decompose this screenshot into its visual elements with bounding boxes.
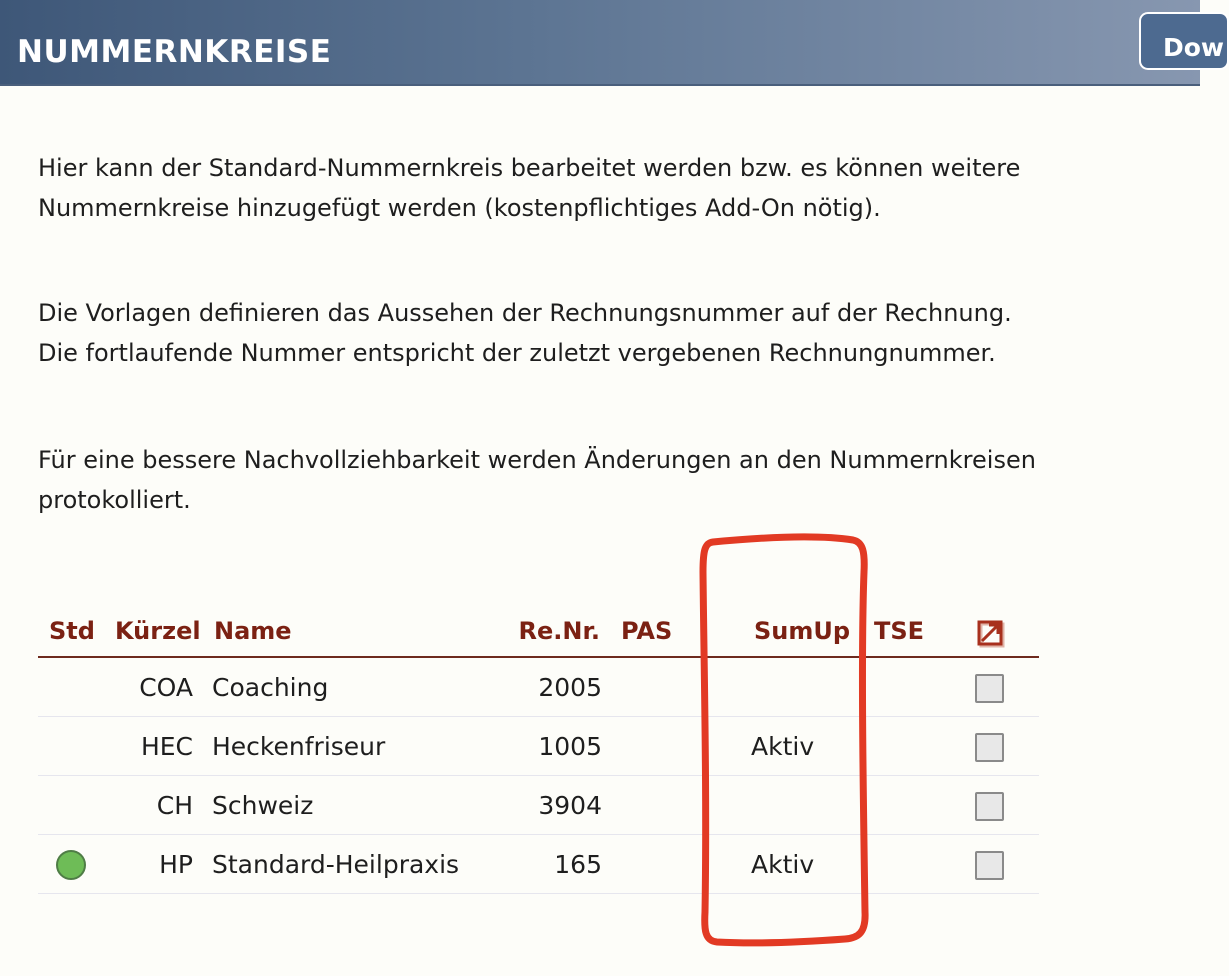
cell-name[interactable]: Standard-Heilpraxis	[212, 850, 460, 879]
cell-name[interactable]: Heckenfriseur	[212, 732, 386, 761]
intro-paragraph-edit: Hier kann der Standard-Nummernkreis bearbeitet werden bzw. es können weitere Nummernkreise hinzugefügt werden (kostenpflichtiges Add-On nötig).	[38, 154, 1021, 222]
row-select-checkbox[interactable]	[975, 733, 1004, 762]
cell-name[interactable]: Coaching	[212, 673, 329, 702]
intro-paragraph-templates: Die Vorlagen definieren das Aussehen der Rechnungsnummer auf der Rechnung. Die fortlaufende Nummer entspricht der zuletzt vergebenen Rechnungnummer.	[38, 299, 1012, 367]
cell-name[interactable]: Schweiz	[212, 791, 314, 820]
row-divider	[38, 834, 1039, 835]
cell-kuerzel: COA	[139, 673, 193, 702]
column-header-sumup[interactable]: SumUp	[753, 617, 850, 645]
column-header-renr[interactable]: Re.Nr.	[518, 617, 600, 645]
cell-renr: 165	[554, 850, 602, 879]
page-title: NUMMERNKREISE	[17, 34, 332, 70]
column-header-pas[interactable]: PAS	[621, 617, 673, 645]
download-button[interactable]: Dow	[1139, 12, 1229, 70]
cell-kuerzel: HP	[159, 850, 193, 879]
row-divider	[38, 893, 1039, 894]
external-link-icon[interactable]	[974, 614, 1006, 648]
cell-sumup: Aktiv	[751, 850, 815, 879]
cell-kuerzel: CH	[156, 791, 193, 820]
cell-renr: 1005	[538, 732, 602, 761]
row-select-checkbox[interactable]	[975, 674, 1004, 703]
column-header-name[interactable]: Name	[214, 617, 292, 645]
table-header-divider	[38, 656, 1039, 658]
row-divider	[38, 716, 1039, 717]
intro-paragraph-logging: Für eine bessere Nachvollziehbarkeit werden Änderungen an den Nummernkreisen protokolliert.	[38, 446, 1036, 514]
column-header-tse[interactable]: TSE	[874, 617, 925, 645]
cell-renr: 2005	[538, 673, 602, 702]
cell-kuerzel: HEC	[140, 732, 193, 761]
cell-renr: 3904	[538, 791, 602, 820]
row-divider	[38, 775, 1039, 776]
row-select-checkbox[interactable]	[975, 792, 1004, 821]
page-header	[0, 0, 1225, 86]
column-header-kuerzel[interactable]: Kürzel	[115, 617, 201, 645]
cell-sumup: Aktiv	[751, 732, 815, 761]
column-header-std[interactable]: Std	[49, 617, 95, 645]
standard-indicator-dot[interactable]	[56, 850, 86, 880]
row-select-checkbox[interactable]	[975, 851, 1004, 880]
